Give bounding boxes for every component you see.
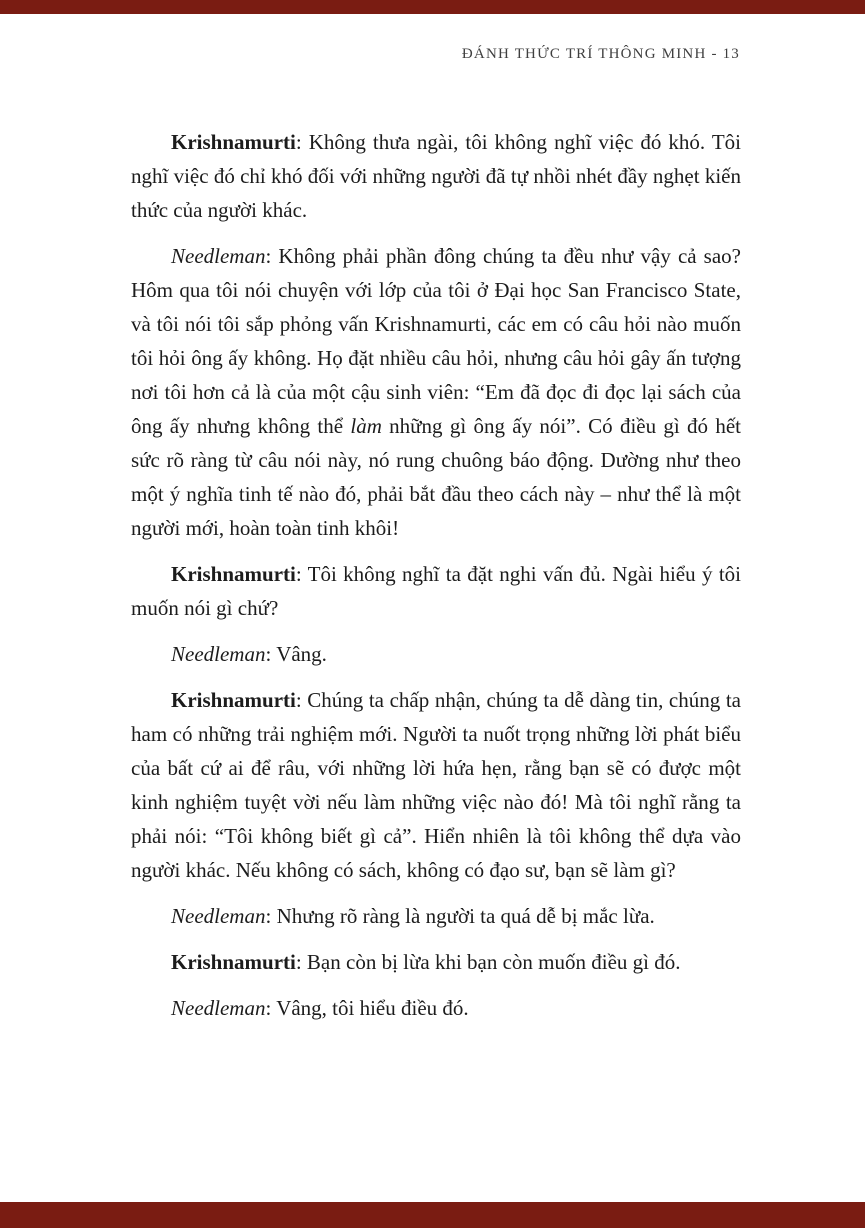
paragraph xyxy=(131,899,741,933)
dialogue-text: : Nhưng rõ ràng là người ta quá dễ bị mắc lừa. xyxy=(265,904,655,928)
bottom-edge-bar xyxy=(0,1202,865,1228)
speaker-name: Needleman xyxy=(171,904,266,928)
paragraph xyxy=(131,637,741,671)
dialogue-text: làm xyxy=(350,414,382,438)
dialogue-text: : Tôi không nghĩ ta đặt nghi vấn đủ. Ngài hiểu ý tôi muốn nói gì chứ? xyxy=(131,562,741,620)
paragraph xyxy=(131,683,741,887)
speaker-name: Krishnamurti xyxy=(171,950,296,974)
dialogue-text: : Không thưa ngài, tôi không nghĩ việc đó khó. Tôi nghĩ việc đó chỉ khó đối với những người đã tự nhồi nhét đầy nghẹt kiến thức của người khác. xyxy=(131,130,741,222)
paragraph xyxy=(131,239,741,545)
speaker-name: Needleman xyxy=(171,642,266,666)
paragraph xyxy=(131,945,741,979)
running-title: ĐÁNH THỨC TRÍ THÔNG MINH - 13 xyxy=(461,46,740,62)
dialogue-text: : Không phải phần đông chúng ta đều như vậy cả sao? Hôm qua tôi nói chuyện với lớp của tôi ở Đại học San Francisco State, và tôi nói tôi sắp phỏng vấn Krishnamurti, các em có câu hỏi nào muốn tôi hỏi ông ấy không. Họ đặt nhiều câu hỏi, nhưng câu hỏi gây ấn tượng nơi tôi hơn cả là của một cậu sinh viên: “Em đã đọc đi đọc lại sách của ông ấy nhưng không thể xyxy=(131,244,741,438)
page-content xyxy=(0,125,865,1025)
speaker-name: Needleman xyxy=(171,244,266,268)
paragraph xyxy=(131,125,741,227)
paragraph xyxy=(131,557,741,625)
speaker-name: Krishnamurti xyxy=(171,688,296,712)
dialogue-text: : Vâng. xyxy=(265,642,327,666)
dialogue-text: : Vâng, tôi hiểu điều đó. xyxy=(265,996,469,1020)
running-header xyxy=(0,46,865,63)
dialogue-text: : Bạn còn bị lừa khi bạn còn muốn điều gì đó. xyxy=(295,950,681,974)
top-edge-bar xyxy=(0,0,865,14)
paragraph xyxy=(131,991,741,1025)
dialogue-text: : Chúng ta chấp nhận, chúng ta dễ dàng tin, chúng ta ham có những trải nghiệm mới. Người ta nuốt trọng những lời phát biểu của bất cứ ai để râu, với những lời hứa hẹn, rằng bạn sẽ có được một kinh nghiệm tuyệt vời nếu làm những việc nào đó! Mà tôi nghĩ rằng ta phải nói: “Tôi không biết gì cả”. Hiển nhiên là tôi không thể dựa vào người khác. Nếu không có sách, không có đạo sư, bạn sẽ làm gì? xyxy=(131,688,741,882)
dialogue-text: những gì ông ấy nói”. Có điều gì đó hết sức rõ ràng từ câu nói này, nó rung chuông báo động. Dường như theo một ý nghĩa tinh tế nào đó, phải bắt đầu theo cách này – như thể là một người mới, hoàn toàn tinh khôi! xyxy=(131,414,741,540)
speaker-name: Needleman xyxy=(171,996,266,1020)
speaker-name: Krishnamurti xyxy=(171,562,296,586)
speaker-name: Krishnamurti xyxy=(171,130,296,154)
